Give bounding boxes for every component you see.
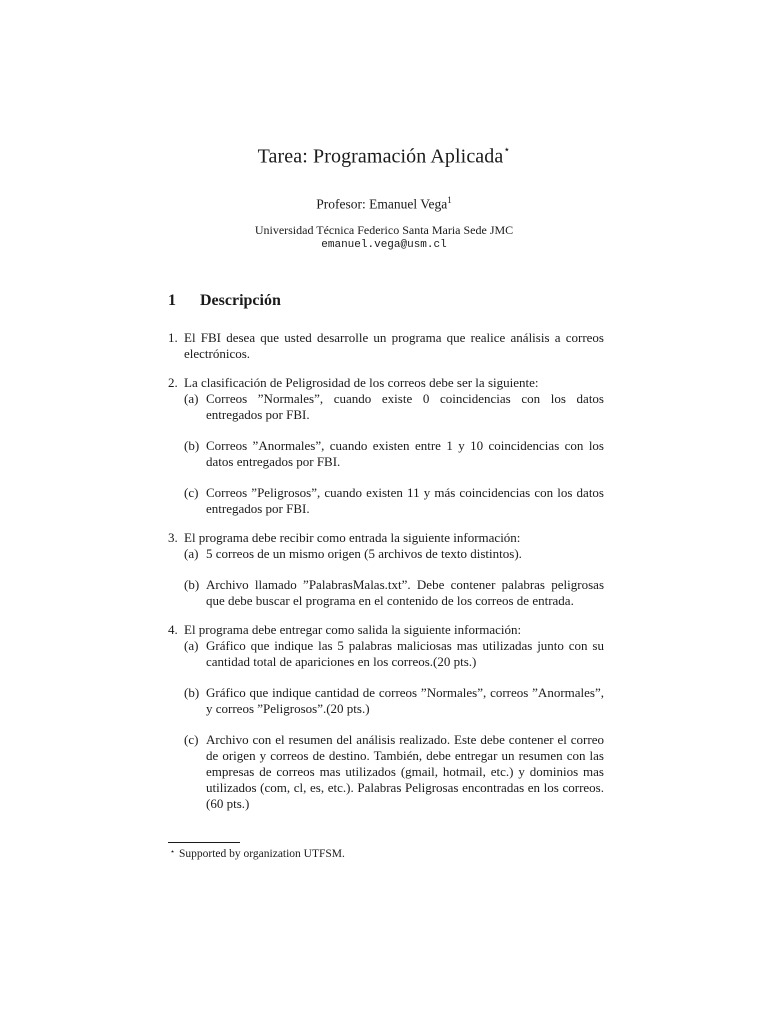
- author-name: Profesor: Emanuel Vega: [316, 196, 448, 212]
- item-text: El FBI desea que usted desarrolle un programa que realice análisis a correos electrónicos.: [184, 330, 604, 361]
- sub-item-label: (b): [184, 685, 200, 700]
- sub-item-text: Correos ”Anormales”, cuando existen entre 1 y 10 coincidencias con los datos entregados por FBI.: [206, 438, 604, 469]
- affiliation-block: [0, 223, 768, 253]
- list-item: [168, 375, 604, 517]
- sub-item: [184, 546, 604, 562]
- item-number: 2.: [168, 375, 178, 390]
- sub-item: [184, 732, 604, 812]
- sub-item-label: (a): [184, 638, 199, 653]
- author-footnote-mark: 1: [447, 195, 452, 205]
- affiliation: Universidad Técnica Federico Santa Maria Sede JMC: [254, 223, 514, 237]
- item-text: El programa debe recibir como entrada la siguiente información:: [184, 530, 521, 545]
- title-footnote-mark: ⋆: [503, 144, 511, 156]
- sub-item-text: Archivo con el resumen del análisis realizado. Este debe contener el correo de origen y correos de destino. También, debe entregar un resumen con las empresas de correos mas utilizados (gmail, hotmail, etc.) y dominios mas utilizados (com, cl, es, etc.). Palabras Peligrosas encontradas en los correos. (60 pts.): [206, 732, 604, 811]
- section-heading: [168, 292, 281, 310]
- sub-item-text: 5 correos de un mismo origen (5 archivos de texto distintos).: [206, 546, 522, 561]
- item-number: 4.: [168, 622, 178, 637]
- sub-item-text: Gráfico que indique las 5 palabras maliciosas mas utilizadas junto con su cantidad total de apariciones en los correos.(20 pts.): [206, 638, 604, 669]
- footnote-text: Supported by organization UTFSM.: [179, 848, 345, 860]
- list-item: [168, 530, 604, 609]
- footnote-mark: ⋆: [170, 847, 176, 856]
- item-number: 1.: [168, 330, 178, 345]
- item-text: El programa debe entregar como salida la siguiente información:: [184, 622, 522, 637]
- list-item: [168, 330, 604, 362]
- item-text: La clasificación de Peligrosidad de los correos debe ser la siguiente:: [184, 375, 539, 390]
- footnote-rule: [168, 842, 240, 843]
- sub-item-text: Gráfico que indique cantidad de correos ”Normales”, correos ”Anormales”, y correos ”Peligrosos”.(20 pts.): [206, 685, 604, 716]
- sub-item-label: (c): [184, 732, 199, 747]
- sub-item-label: (a): [184, 546, 199, 561]
- sub-item-text: Correos ”Peligrosos”, cuando existen 11 y más coincidencias con los datos entregados por FBI.: [206, 485, 604, 516]
- title-text: Tarea: Programación Aplicada: [257, 145, 504, 168]
- sub-item-text: Archivo llamado ”PalabrasMalas.txt”. Debe contener palabras peligrosas que debe buscar el programa en el contenido de los correos de entrada.: [206, 577, 604, 608]
- sub-item: [184, 438, 604, 470]
- document-title: [0, 145, 768, 169]
- sub-item-label: (b): [184, 438, 200, 453]
- sub-item: [184, 577, 604, 609]
- sub-item-text: Correos ”Normales”, cuando existe 0 coincidencias con los datos entregados por FBI.: [206, 391, 604, 422]
- sub-item: [184, 391, 604, 423]
- footnote: [170, 848, 345, 860]
- sub-item: [184, 485, 604, 517]
- author-email: emanuel.vega@usm.cl: [321, 239, 447, 251]
- sub-item: [184, 638, 604, 670]
- section-number: 1: [168, 292, 176, 309]
- sub-item-label: (c): [184, 485, 199, 500]
- sub-item-label: (a): [184, 391, 199, 406]
- sub-item-label: (b): [184, 577, 200, 592]
- section-title: Descripción: [200, 292, 281, 309]
- author-line: [0, 195, 768, 213]
- sub-item: [184, 685, 604, 717]
- list-item: [168, 622, 604, 812]
- enumerated-list: [168, 330, 604, 825]
- item-number: 3.: [168, 530, 178, 545]
